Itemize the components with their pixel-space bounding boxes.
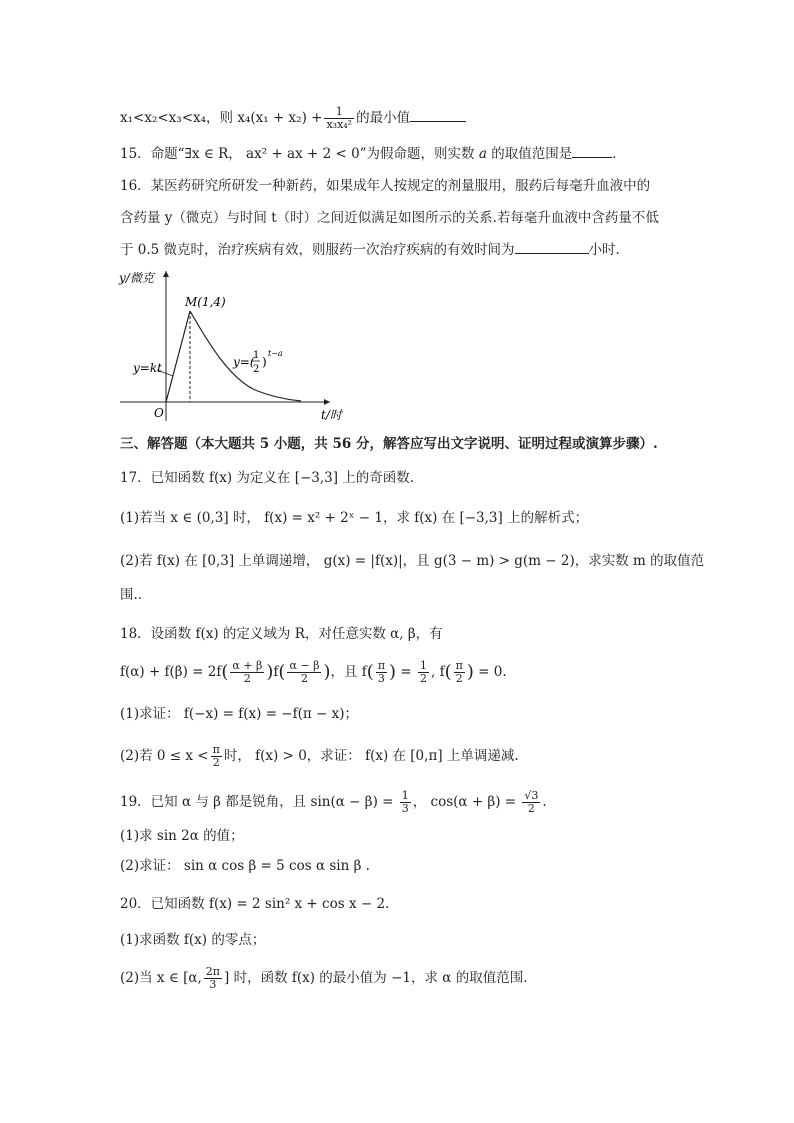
q19-line2: (1)求 sin 2α 的值； [120,828,244,844]
q20-line3: (2)当 x ∈ [α, $\frac{2\pi}{3}$ ] 时，函数 f(x) 的最小值为 −1，求 α 的取值范围. [120,965,528,991]
q18-equation: f(α) + f(β) = 2f( $\frac{\alpha + \beta}{2}$ )f( $\frac{\alpha - \beta}{2}$ )，且 f( $\frac{\pi}{3}$ ) = $\frac{1}{2}$ , f( $\frac{\pi}{2}$ ) = 0. [120,659,507,685]
q20-line2: (1)求函数 f(x) 的零点； [120,932,266,948]
q15 [120,144,754,164]
q20-line1: 20．已知函数 f(x) = 2 sin² x + cos x − 2. [120,896,390,912]
q16-line3-end: 小时. [588,242,620,258]
peak-label: M(1,4) [185,295,226,309]
q17-line3: (2)若 f(x) 在 [0,3] 上单调递增， g(x) = |f(x)|，且 g(3 − m) > g(m − 2)，求实数 m 的取值范 [120,553,705,569]
q19-line1: 19．已知 α 与 β 都是锐角，且 sin(α − β) = $\frac{1}{3}$ ， cos(α + β) = $\frac{√3}{2}$ . [120,789,547,815]
origin-label: O [154,406,164,420]
q18-line1: 18．设函数 f(x) 的定义域为 R，对任意实数 α, β，有 [120,626,443,642]
svg-text:2: 2 [253,364,260,375]
section3-heading: 三、解答题（本大题共 5 小题，共 56 分，解答应写出文字说明、证明过程或演算步骤）. [120,436,658,452]
q18-line3: (1)求证： f(−x) = f(x) = −f(π − x)； [120,706,359,722]
q14-answer-blank [410,109,466,122]
rising-segment [166,311,190,402]
right-function-label [232,349,283,375]
q15-end: ． [612,146,626,162]
q16-line3-text: 于 0.5 微克时，治疗疾病有效，则服药一次治疗疾病的有效时间为 [120,242,515,258]
y-axis-label: y/微克 [119,271,154,285]
q19-line3: (2)求证： sin α cos β = 5 cos α sin β . [120,858,370,874]
q14-expression: ，则 x₄(x₁ + x₂) + [206,110,323,126]
svg-text:y=(: y=( [233,355,255,369]
q14-inequality: x₁<x₂<x₃<x₄ [120,110,207,126]
x-axis-label: t/时 [321,408,342,422]
q15-answer-blank [572,145,612,158]
left-function-label: y=kt [133,361,162,375]
q15-variable: a [478,146,487,162]
q14-end: 的最小值 [356,110,411,126]
drug-concentration-graph [115,266,345,426]
q17-line4: 围.. [120,587,143,603]
q15-text-a: 命题“∃x ∈ R， ax² + ax + 2 < 0”为假命题，则实数 [150,146,475,162]
q17-line2: (1)若当 x ∈ (0,3] 时， f(x) = x² + 2ˣ − 1，求 f(x) 在 [−3,3] 上的解析式； [120,510,589,526]
q15-number: 15． [120,146,151,162]
q18-line4: (2)若 0 ≤ x < $\frac{\pi}{2}$ 时， f(x) > 0，求证： f(x) 在 [0,π] 上单调递减. [120,743,519,769]
q14-tail [120,106,754,131]
q16-line3 [120,240,754,260]
q15-text-b: 的取值范围是 [491,146,573,162]
svg-text:): ) [262,355,267,369]
q16-line2: 含药量 y（微克）与时间 t（时）之间近似满足如图所示的关系.若每毫升血液中含药量不低 [120,210,659,226]
q14-fraction: $\frac{1}{\text{x₃x₄²}}$ [326,105,353,131]
svg-text:1: 1 [253,350,260,361]
q17-line1: 17．已知函数 f(x) 为定义在 [−3,3] 上的奇函数. [120,470,415,486]
q16-answer-blank [515,241,589,254]
svg-text:t−a: t−a [268,349,283,358]
q16-line1: 16．某医药研究所研发一种新药，如果成年人按规定的剂量服用，服药后每毫升血液中的 [120,178,651,194]
